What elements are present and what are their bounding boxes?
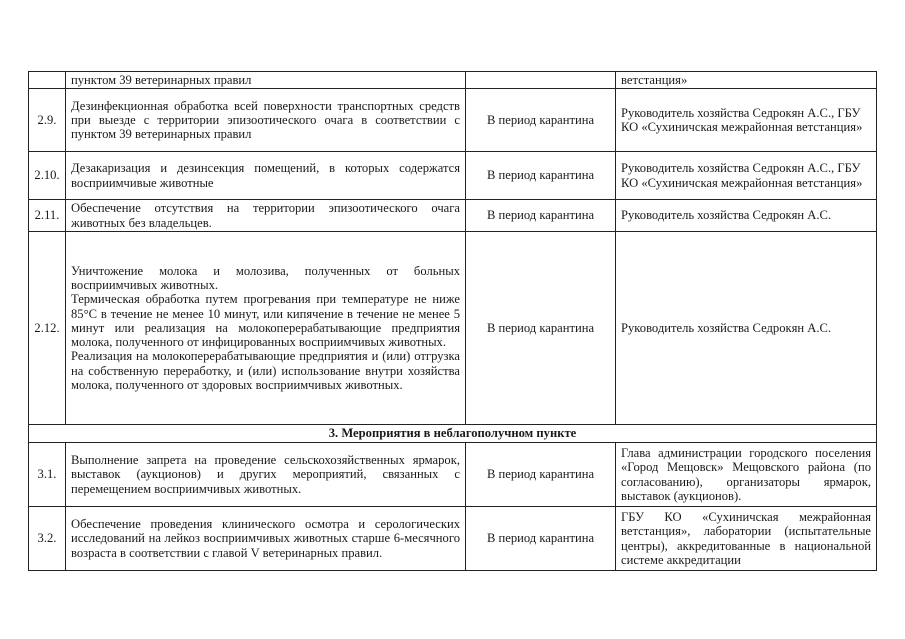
row-num: 2.10.: [29, 152, 66, 200]
row-num: 2.12.: [29, 232, 66, 425]
row-num: 2.11.: [29, 200, 66, 232]
row-num: 3.2.: [29, 507, 66, 571]
row-responsible: Руководитель хозяйства Седрокян А.С.: [616, 232, 877, 425]
row-description: Дезакаризация и дезинсекция помещений, в которых содержатся восприимчивые животные: [66, 152, 466, 200]
section-header-row: [29, 425, 877, 443]
row-description-paragraph: Уничтожение молока и молозива, полученных от больных восприимчивых животных.: [71, 264, 460, 293]
section-title: 3. Мероприятия в неблагополучном пункте: [29, 425, 877, 443]
row-period: [466, 72, 616, 89]
plan-table: [28, 71, 877, 571]
row-period: В период карантина: [466, 507, 616, 571]
row-description-paragraph: Термическая обработка путем прогревания при температуре не ниже 85°С в течение не менее 10 минут, или кипячение в течение не менее 5 минут или реализация на молокоперерабатывающие предприятия молока, полученного от инфицированных восприимчивых животных.: [71, 292, 460, 350]
row-description-paragraph: Реализация на молокоперерабатывающие предприятия и (или) отгрузка на собственную переработку, и (или) использование внутри хозяйства молока, полученного от здоровых восприимчивых животных.: [71, 349, 460, 392]
table-row: [29, 232, 877, 425]
row-period: В период карантина: [466, 89, 616, 152]
table-row: [29, 200, 877, 232]
table-row: [29, 72, 877, 89]
row-description: Дезинфекционная обработка всей поверхности транспортных средств при выезде с территории эпизоотического очага в соответствии с пунктом 39 ветеринарных правил: [66, 89, 466, 152]
table-row: [29, 89, 877, 152]
row-responsible: Руководитель хозяйства Седрокян А.С.: [616, 200, 877, 232]
row-num: 3.1.: [29, 443, 66, 507]
row-period: В период карантина: [466, 152, 616, 200]
row-description: пунктом 39 ветеринарных правил: [66, 72, 466, 89]
table-row: [29, 152, 877, 200]
row-description: Обеспечение отсутствия на территории эпизоотического очага животных без владельцев.: [66, 200, 466, 232]
row-responsible: Глава администрации городского поселения «Город Мещовск» Мещовского района (по согласованию), организаторы ярмарок, выставок (аукционов).: [616, 443, 877, 507]
row-responsible: Руководитель хозяйства Седрокян А.С., ГБУ КО «Сухиничская межрайонная ветстанция»: [616, 152, 877, 200]
row-period: В период карантина: [466, 232, 616, 425]
row-description: Выполнение запрета на проведение сельскохозяйственных ярмарок, выставок (аукционов) и других мероприятий, связанных с перемещением восприимчивых животных.: [66, 443, 466, 507]
table-row: [29, 507, 877, 571]
row-responsible: Руководитель хозяйства Седрокян А.С., ГБУ КО «Сухиничская межрайонная ветстанция»: [616, 89, 877, 152]
row-description: [66, 232, 466, 425]
row-description: Обеспечение проведения клинического осмотра и серологических исследований на лейкоз восприимчивых животных старше 6-месячного возраста в соответствии с главой V ветеринарных правил.: [66, 507, 466, 571]
row-num: [29, 72, 66, 89]
row-period: В период карантина: [466, 200, 616, 232]
row-responsible: ветстанция»: [616, 72, 877, 89]
row-responsible: ГБУ КО «Сухиничская межрайонная ветстанция», лаборатории (испытательные центры), аккредитованные в национальной системе аккредитации: [616, 507, 877, 571]
row-num: 2.9.: [29, 89, 66, 152]
table-row: [29, 443, 877, 507]
row-period: В период карантина: [466, 443, 616, 507]
